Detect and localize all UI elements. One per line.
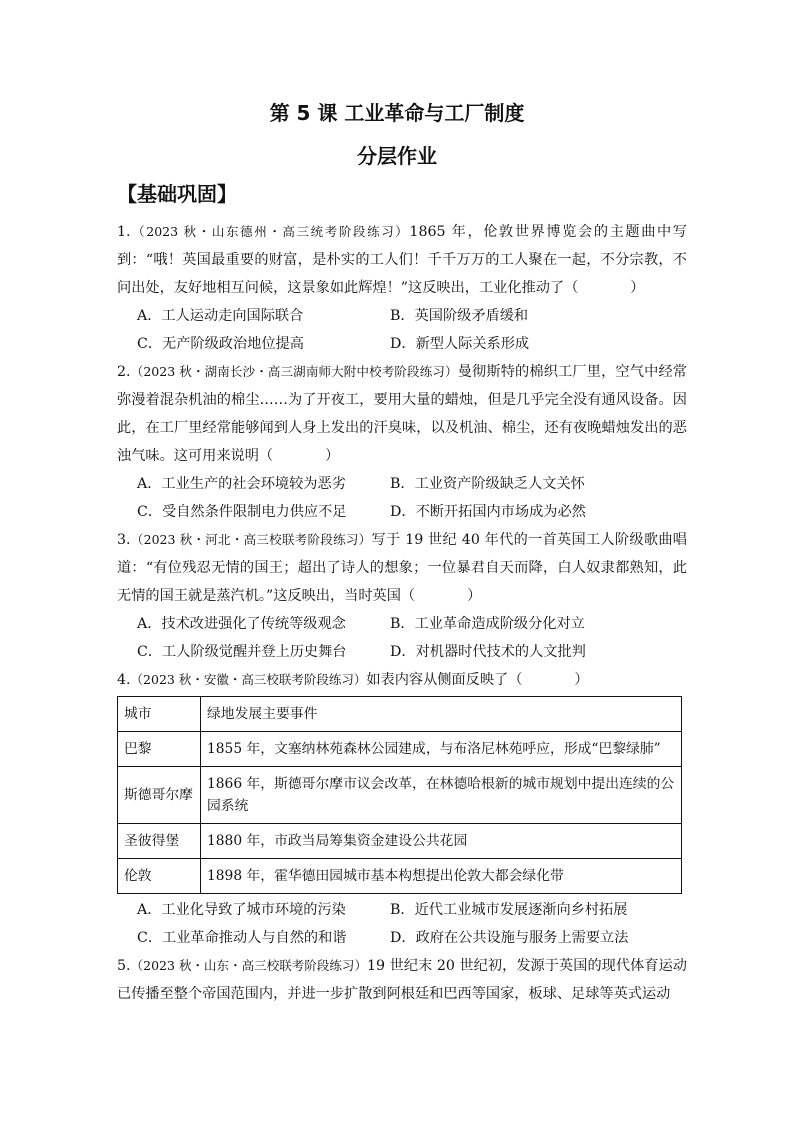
table-cell-city: 斯德哥尔摩 — [118, 767, 201, 824]
table-cell-city: 圣彼得堡 — [118, 824, 201, 859]
option-a[interactable]: A．工业生产的社会环境较为恶劣 — [137, 476, 346, 492]
question-source: （2023 秋・湖南长沙・高三湖南师大附中校考阶段练习） — [130, 364, 458, 379]
option-a[interactable]: A．技术改进强化了传统等级观念 — [137, 616, 346, 632]
section-heading: 【基础巩固】 — [117, 182, 237, 206]
question-stem: 如表内容从侧面反映了（ — [366, 672, 523, 688]
table-cell-event: 1866 年，斯德哥尔摩市议会改革，在林德哈根新的城市规划中提出连续的公园系统 — [201, 767, 682, 824]
option-b[interactable]: B．近代工业城市发展逐渐向乡村拓展 — [390, 902, 628, 918]
option-c[interactable]: C．工人阶级觉醒并登上历史舞台 — [137, 644, 347, 660]
table-header-cell: 城市 — [118, 697, 201, 732]
question-number: 2. — [117, 364, 131, 380]
question-4: 4.（2023 秋・安徽・高三校联考阶段练习）如表内容从侧面反映了（ ） 城市 绿地发展主要事件 巴黎 1855 年，文塞纳林苑森林公园建成，与布洛尼林苑呼应，形成“巴黎绿肺” 斯德哥尔摩 1866 年，斯德哥尔摩市议会改革，在林德哈根新的城市规划中提出连续的公园系统 圣彼得堡 1880 年，市政当局筹集资金建设公共花园 伦敦 1898 年，霍华德田园城市基本构想提出伦敦大都会绿化带 A．工业化导致了城市环境的污染 B．近代工业城市发展逐渐向乡村拓展 C．工业革命推动人与自然的和谐 D．政府在公共设施与服务上需要立法 — [117, 666, 687, 952]
question-stem: 1865 年，伦敦世界博览会的主题曲中写到：“哦！英国最重要的财富，是朴实的工人们！千千万万的工人聚在一起，不分宗教，不问出处，友好地相互问候，这景象如此辉煌！”这反映出，工业化推动了（ — [117, 224, 687, 296]
question-list — [117, 218, 687, 1008]
option-d[interactable]: D．政府在公共设施与服务上需要立法 — [390, 930, 629, 946]
table-header-row — [118, 697, 682, 732]
options — [117, 470, 687, 526]
option-c[interactable]: C．受自然条件限制电力供应不足 — [137, 504, 347, 520]
table-row — [118, 824, 682, 859]
question-number: 1. — [117, 224, 131, 240]
option-b[interactable]: B．工业资产阶级缺乏人文关怀 — [390, 476, 585, 492]
option-c[interactable]: C．无产阶级政治地位提高 — [137, 336, 304, 352]
question-3: 3.（2023 秋・河北・高三校联考阶段练习）写于 19 世纪 40 年代的一首英国工人阶级歌曲唱道：“有位残忍无情的国王；超出了诗人的想象；一位暴君自天而降，白人奴隶都熟知，此无情的国王就是蒸汽机。”这反映出，当时英国（ ） A．技术改进强化了传统等级观念 B．工业革命造成阶级分化对立 C．工人阶级觉醒并登上历史舞台 D．对机器时代技术的人文批判 — [117, 526, 687, 666]
question-source: （2023 秋・山东・高三校联考阶段练习） — [130, 958, 368, 973]
option-d[interactable]: D．不断开拓国内市场成为必然 — [390, 504, 586, 520]
option-a[interactable]: A．工业化导致了城市环境的污染 — [137, 902, 346, 918]
question-stem: 写于 19 世纪 40 年代的一首英国工人阶级歌曲唱道：“有位残忍无情的国王；超出了诗人的想象；一位暴君自天而降，白人奴隶都熟知，此无情的国王就是蒸汽机。”这反映出，当时英国（ — [117, 532, 687, 604]
question-1: 1.（2023 秋・山东德州・高三统考阶段练习）1865 年，伦敦世界博览会的主题曲中写到：“哦！英国最重要的财富，是朴实的工人们！千千万万的工人聚在一起，不分宗教，不问出处，友好地相互问候，这景象如此辉煌！”这反映出，工业化推动了（ ） A．工人运动走向国际联合 B．英国阶级矛盾缓和 C．无产阶级政治地位提高 D．新型人际关系形成 — [117, 218, 687, 358]
options — [117, 896, 687, 952]
table-cell-city: 巴黎 — [118, 732, 201, 767]
question-number: 5. — [117, 958, 131, 974]
question-source: （2023 秋・山东德州・高三统考阶段练习） — [130, 224, 410, 239]
option-c[interactable]: C．工业革命推动人与自然的和谐 — [137, 930, 347, 946]
option-d[interactable]: D．新型人际关系形成 — [390, 336, 530, 352]
table-row — [118, 767, 682, 824]
table-row — [118, 732, 682, 767]
question-number: 4. — [117, 672, 131, 688]
table-cell-event: 1855 年，文塞纳林苑森林公园建成，与布洛尼林苑呼应，形成“巴黎绿肺” — [201, 732, 682, 767]
option-a[interactable]: A．工人运动走向国际联合 — [137, 308, 304, 324]
option-d[interactable]: D．对机器时代技术的人文批判 — [390, 644, 586, 660]
table-cell-city: 伦敦 — [118, 859, 201, 894]
table-row — [118, 859, 682, 894]
lesson-title: 第 5 课 工业革命与工厂制度 — [269, 101, 525, 125]
table-cell-event: 1898 年，霍华德田园城市基本构想提出伦敦大都会绿化带 — [201, 859, 682, 894]
question-number: 3. — [117, 532, 131, 548]
worksheet-subtitle: 分层作业 — [357, 144, 437, 168]
greenspace-events-table — [117, 696, 682, 894]
question-source: （2023 秋・安徽・高三校联考阶段练习） — [130, 672, 367, 687]
option-b[interactable]: B．英国阶级矛盾缓和 — [390, 308, 529, 324]
question-stem: 19 世纪末 20 世纪初，发源于英国的现代体育运动已传播至整个帝国范围内，并进一步扩散到阿根廷和巴西等国家，板球、足球等英式运动 — [117, 958, 687, 1002]
table-header-cell: 绿地发展主要事件 — [201, 697, 682, 732]
options — [117, 610, 687, 666]
option-b[interactable]: B．工业革命造成阶级分化对立 — [390, 616, 585, 632]
question-2: 2.（2023 秋・湖南长沙・高三湖南师大附中校考阶段练习）曼彻斯特的棉织工厂里，空气中经常弥漫着混杂机油的棉尘……为了开夜工，要用大量的蜡烛，但是几乎完全没有通风设备。因此，在工厂里经常能够闻到人身上发出的汗臭味，以及机油、棉尘，还有夜晚蜡烛发出的恶浊气味。这可用来说明（ ） A．工业生产的社会环境较为恶劣 B．工业资产阶级缺乏人文关怀 C．受自然条件限制电力供应不足 D．不断开拓国内市场成为必然 — [117, 358, 687, 526]
question-source: （2023 秋・河北・高三校联考阶段练习） — [130, 532, 372, 547]
question-5 — [117, 952, 687, 1008]
table-cell-event: 1880 年，市政当局筹集资金建设公共花园 — [201, 824, 682, 859]
options — [117, 302, 687, 358]
question-stem: 曼彻斯特的棉织工厂里，空气中经常弥漫着混杂机油的棉尘……为了开夜工，要用大量的蜡烛，但是几乎完全没有通风设备。因此，在工厂里经常能够闻到人身上发出的汗臭味，以及机油、棉尘，还有夜晚蜡烛发出的恶浊气味。这可用来说明（ — [117, 364, 687, 464]
